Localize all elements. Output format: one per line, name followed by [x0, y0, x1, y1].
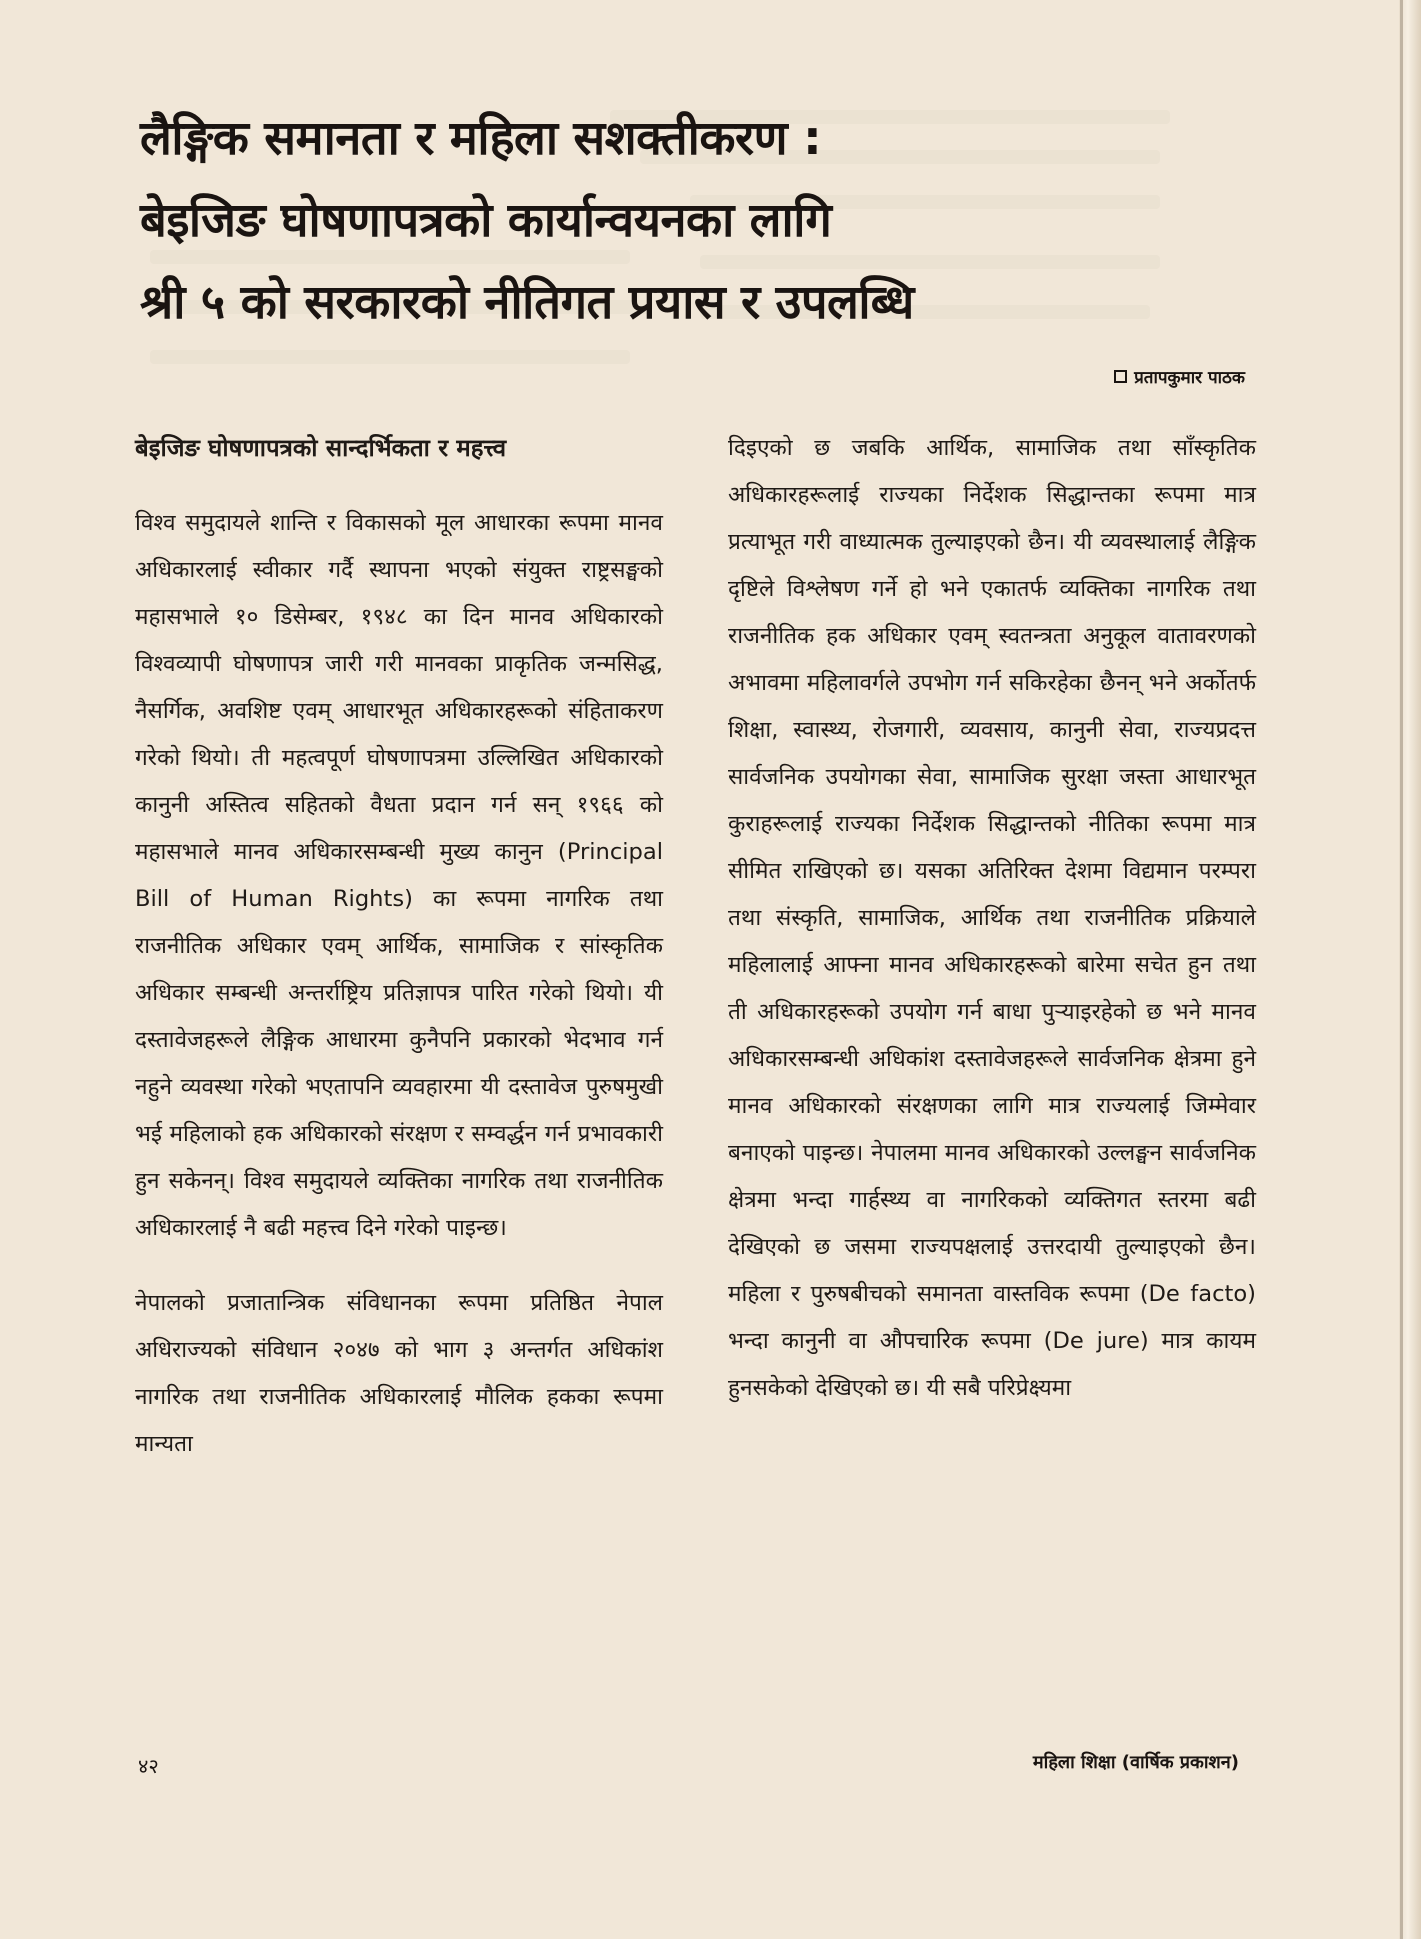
section-heading: बेइजिङ घोषणापत्रको सान्दर्भिकता र महत्त्व [135, 434, 507, 462]
title-line-2: बेइजिङ घोषणापत्रको कार्यान्वयनका लागि [140, 193, 832, 248]
left-paragraph-2: नेपालको प्रजातान्त्रिक संविधानका रूपमा प्रतिष्ठित नेपाल अधिराज्यको संविधान २०४७ को भाग ३ अन्तर्गत अधिकांश नागरिक तथा राजनीतिक अधिकारलाई मौलिक हकका रूपमा मान्यता [135, 1290, 663, 1457]
title-line-1: लैङ्गिक समानता र महिला सशक्तीकरण : [140, 111, 822, 166]
title-line-3: श्री ५ को सरकारको नीतिगत प्रयास र उपलब्धि [140, 275, 914, 330]
page-number: ४२ [138, 1754, 159, 1778]
page-fold-line [1400, 0, 1403, 1939]
publication-name: महिला शिक्षा (वार्षिक प्रकाशन) [1032, 1752, 1239, 1773]
author-name: प्रतापकुमार पाठक [1134, 368, 1245, 388]
checkbox-square-icon [1114, 370, 1127, 383]
article-title [140, 98, 1240, 344]
left-column [135, 425, 663, 1496]
left-paragraph-1: विश्व समुदायले शान्ति र विकासको मूल आधारका रूपमा मानव अधिकारलाई स्वीकार गर्दै स्थापना भएको संयुक्त राष्ट्रसङ्घको महासभाले १० डिसेम्बर, १९४८ का दिन मानव अधिकारको विश्वव्यापी घोषणापत्र जारी गरी मानवका प्राकृतिक जन्मसिद्ध, नैसर्गिक, अवशिष्ट एवम् आधारभूत अधिकारहरूको संहिताकरण गरेको थियो। ती महत्वपूर्ण घोषणापत्रमा उल्लिखित अधिकारको कानुनी अस्तित्व सहितको वैधता प्रदान गर्न सन् १९६६ को महासभाले मानव अधिकारसम्बन्धी मुख्य कानुन (Principal Bill of Human Rights) का रूपमा नागरिक तथा राजनीतिक अधिकार एवम् आर्थिक, सामाजिक र सांस्कृतिक अधिकार सम्बन्धी अन्तर्राष्ट्रिय प्रतिज्ञापत्र पारित गरेको थियो। यी दस्तावेजहरूले लैङ्गिक आधारमा कुनैपनि प्रकारको भेदभाव गर्न नहुने व्यवस्था गरेको भएतापनि व्यवहारमा यी दस्तावेज पुरुषमुखी भई महिलाको हक अधिकारको संरक्षण र सम्वर्द्धन गर्न प्रभावकारी हुन सकेनन्। विश्व समुदायले व्यक्तिका नागरिक तथा राजनीतिक अधिकारलाई नै बढी महत्त्व दिने गरेको पाइन्छ। [135, 510, 663, 1241]
right-paragraph-1: दिइएको छ जबकि आर्थिक, सामाजिक तथा साँस्कृतिक अधिकारहरूलाई राज्यका निर्देशक सिद्धान्तका रूपमा मात्र प्रत्याभूत गरी वाध्यात्मक तुल्याइएको छैन। यी व्यवस्थालाई लैङ्गिक दृष्टिले विश्लेषण गर्ने हो भने एकातर्फ व्यक्तिका नागरिक तथा राजनीतिक हक अधिकार एवम् स्वतन्त्रता अनुकूल वातावरणको अभावमा महिलावर्गले उपभोग गर्न सकिरहेका छैनन् भने अर्कोतर्फ शिक्षा, स्वास्थ्य, रोजगारी, व्यवसाय, कानुनी सेवा, राज्यप्रदत्त सार्वजनिक उपयोगका सेवा, सामाजिक सुरक्षा जस्ता आधारभूत कुराहरूलाई राज्यका निर्देशक सिद्धान्तको नीतिका रूपमा मात्र सीमित राखिएको छ। यसका अतिरिक्त देशमा विद्यमान परम्परा तथा संस्कृति, सामाजिक, आर्थिक तथा राजनीतिक प्रक्रियाले महिलालाई आफ्ना मानव अधिकारहरूको बारेमा सचेत हुन तथा ती अधिकारहरूको उपयोग गर्न बाधा पुऱ्याइरहेको छ भने मानव अधिकारसम्बन्धी अधिकांश दस्तावेजहरूले सार्वजनिक क्षेत्रमा हुने मानव अधिकारको संरक्षणका लागि मात्र राज्यलाई जिम्मेवार बनाएको पाइन्छ। नेपालमा मानव अधिकारको उल्लङ्घन सार्वजनिक क्षेत्रमा भन्दा गार्हस्थ्य वा नागरिकको व्यक्तिगत स्तरमा बढी देखिएको छ जसमा राज्यपक्षलाई उत्तरदायी तुल्याइएको छैन। महिला र पुरुषबीचको समानता वास्तविक रूपमा (De facto) भन्दा कानुनी वा औपचारिक रूपमा (De jure) मात्र कायम हुनसकेको देखिएको छ। यी सबै परिप्रेक्ष्यमा [728, 435, 1256, 1401]
author-byline [1114, 365, 1245, 388]
right-column [728, 425, 1256, 1440]
